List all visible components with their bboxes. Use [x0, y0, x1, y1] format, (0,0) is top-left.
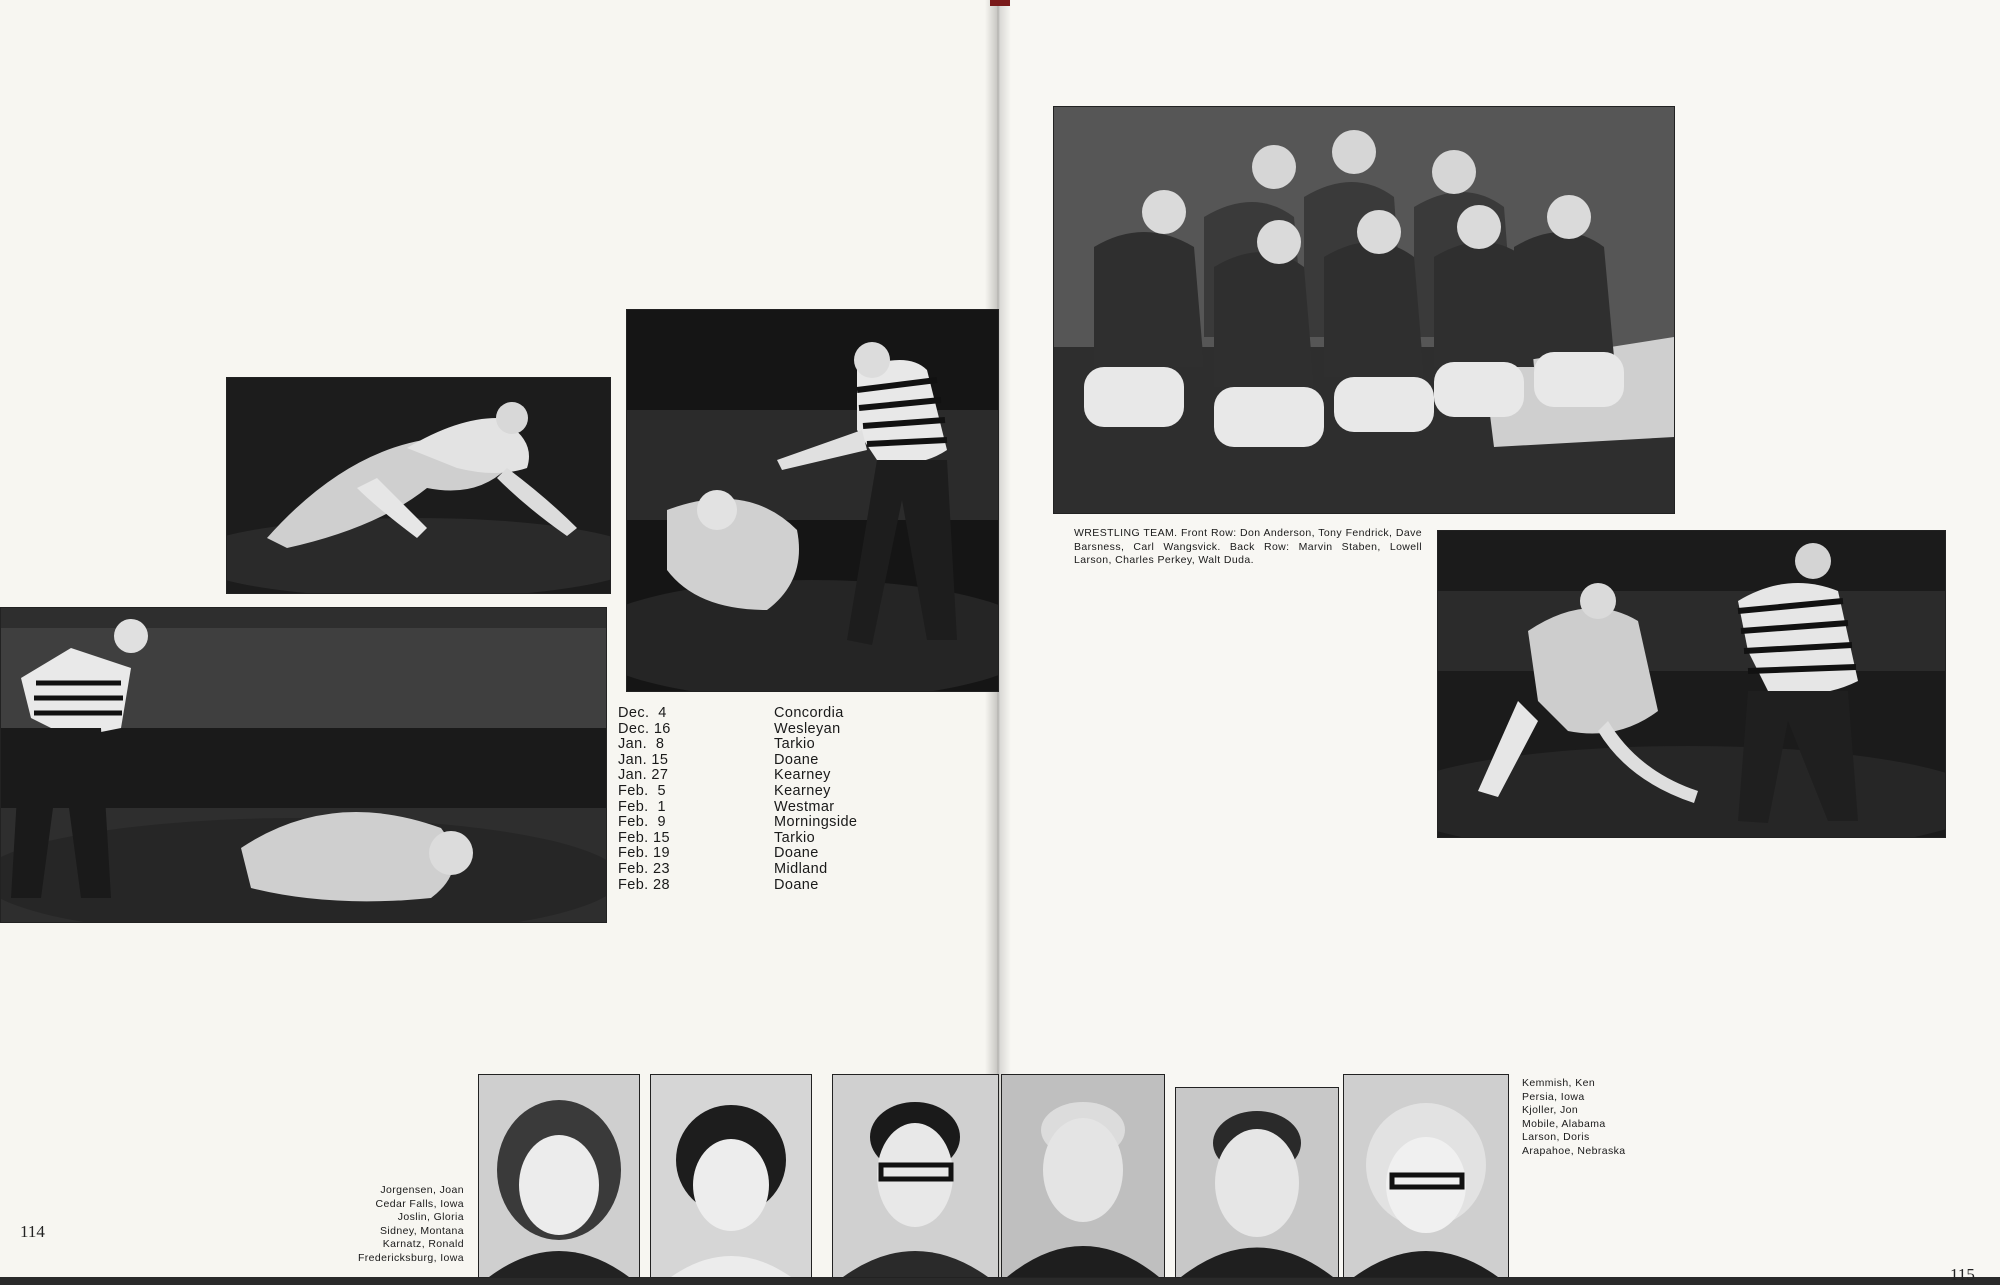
- schedule-date: Dec. 16: [618, 720, 671, 737]
- schedule-row: [618, 722, 918, 738]
- schedule-date: Feb. 9: [618, 814, 666, 831]
- schedule-opponent: Doane: [774, 876, 819, 893]
- schedule-date: Feb. 1: [618, 798, 666, 815]
- portrait-karnatz: [832, 1074, 999, 1278]
- schedule-row: [618, 800, 918, 816]
- wrestling-team-group-icon: [1054, 107, 1674, 513]
- portrait-person-icon: [1344, 1075, 1508, 1277]
- schedule-opponent: Kearney: [774, 782, 831, 799]
- schedule-date: Jan. 27: [618, 767, 669, 784]
- portrait-person-icon: [479, 1075, 639, 1277]
- binding-corner: [990, 0, 1010, 6]
- photo-wrestling-team: [1053, 106, 1675, 514]
- schedule-opponent: Morningside: [774, 814, 858, 831]
- schedule-row: [618, 753, 918, 769]
- schedule-opponent: Concordia: [774, 705, 844, 721]
- portrait-person-icon: [1002, 1075, 1164, 1277]
- referee-pointing-icon: [627, 310, 998, 691]
- name-line: Persia, Iowa: [1522, 1090, 1585, 1103]
- portrait-kjoller: [1175, 1087, 1339, 1278]
- schedule-opponent: Doane: [774, 845, 819, 862]
- schedule-date: Jan. 8: [618, 736, 665, 753]
- schedule-date: Feb. 19: [618, 845, 670, 862]
- portrait-joslin: [650, 1074, 812, 1278]
- name-line: Fredericksburg, Iowa: [357, 1251, 464, 1264]
- page-number-left: 114: [20, 1222, 45, 1241]
- schedule-date: Jan. 15: [618, 751, 669, 768]
- name-line: Joslin, Gloria: [397, 1211, 464, 1223]
- name-line: Arapahoe, Nebraska: [1522, 1144, 1626, 1157]
- portrait-names-left: [320, 1184, 464, 1265]
- schedule-date: Feb. 28: [618, 876, 670, 893]
- schedule-row: [618, 846, 918, 862]
- schedule-opponent: Tarkio: [774, 736, 816, 753]
- schedule-opponent: Tarkio: [774, 829, 816, 846]
- name-line: Larson, Doris: [1522, 1131, 1590, 1143]
- schedule-opponent: Wesleyan: [774, 720, 841, 737]
- referee-and-wrestlers-icon: [1, 608, 606, 922]
- schedule-row: [618, 831, 918, 847]
- photo-referee-and-wrestlers-left: [0, 607, 607, 923]
- schedule-date: Feb. 5: [618, 782, 666, 799]
- portrait-person-icon: [1176, 1088, 1338, 1277]
- schedule-opponent: Midland: [774, 860, 828, 877]
- schedule-row: [618, 862, 918, 878]
- portrait-kemmish: [1001, 1074, 1165, 1278]
- schedule-date: Feb. 15: [618, 829, 670, 846]
- schedule-opponent: Westmar: [774, 798, 835, 815]
- name-line: Sidney, Montana: [379, 1224, 464, 1237]
- name-line: Kemmish, Ken: [1522, 1077, 1596, 1089]
- wrestling-schedule: [618, 706, 918, 893]
- schedule-date: Dec. 4: [618, 705, 667, 721]
- schedule-date: Feb. 23: [618, 860, 670, 877]
- portrait-jorgensen: [478, 1074, 640, 1278]
- portrait-person-icon: [833, 1075, 998, 1277]
- schedule-opponent: Kearney: [774, 767, 831, 784]
- schedule-row: [618, 784, 918, 800]
- portrait-names-right: [1522, 1077, 1672, 1158]
- schedule-row: [618, 706, 918, 722]
- schedule-row: [618, 768, 918, 784]
- name-line: Karnatz, Ronald: [382, 1238, 464, 1250]
- schedule-row: [618, 878, 918, 894]
- schedule-opponent: Doane: [774, 751, 819, 768]
- photo-wrestlers-top-left: [226, 377, 611, 594]
- team-caption: WRESTLING TEAM. Front Row: Don Anderson, Tony Fendrick, Dave Barsness, Carl Wangsvick. Back Row: Marvin Staben, Lowell Larson, Charles Perkey, Walt Duda.: [1074, 527, 1422, 566]
- portrait-person-icon: [651, 1075, 811, 1277]
- name-line: Cedar Falls, Iowa: [375, 1197, 464, 1210]
- portrait-larson: [1343, 1074, 1509, 1278]
- page-number-right: 115: [1950, 1265, 1975, 1284]
- referee-and-wrestlers-icon: [1438, 531, 1945, 837]
- photo-referee-pointing: [626, 309, 999, 692]
- name-line: Kjoller, Jon: [1522, 1104, 1579, 1116]
- name-line: Jorgensen, Joan: [380, 1184, 464, 1196]
- name-line: Mobile, Alabama: [1522, 1117, 1606, 1130]
- schedule-row: [618, 737, 918, 753]
- wrestlers-on-mat-icon: [227, 378, 610, 593]
- schedule-row: [618, 815, 918, 831]
- photo-referee-and-wrestlers-right: [1437, 530, 1946, 838]
